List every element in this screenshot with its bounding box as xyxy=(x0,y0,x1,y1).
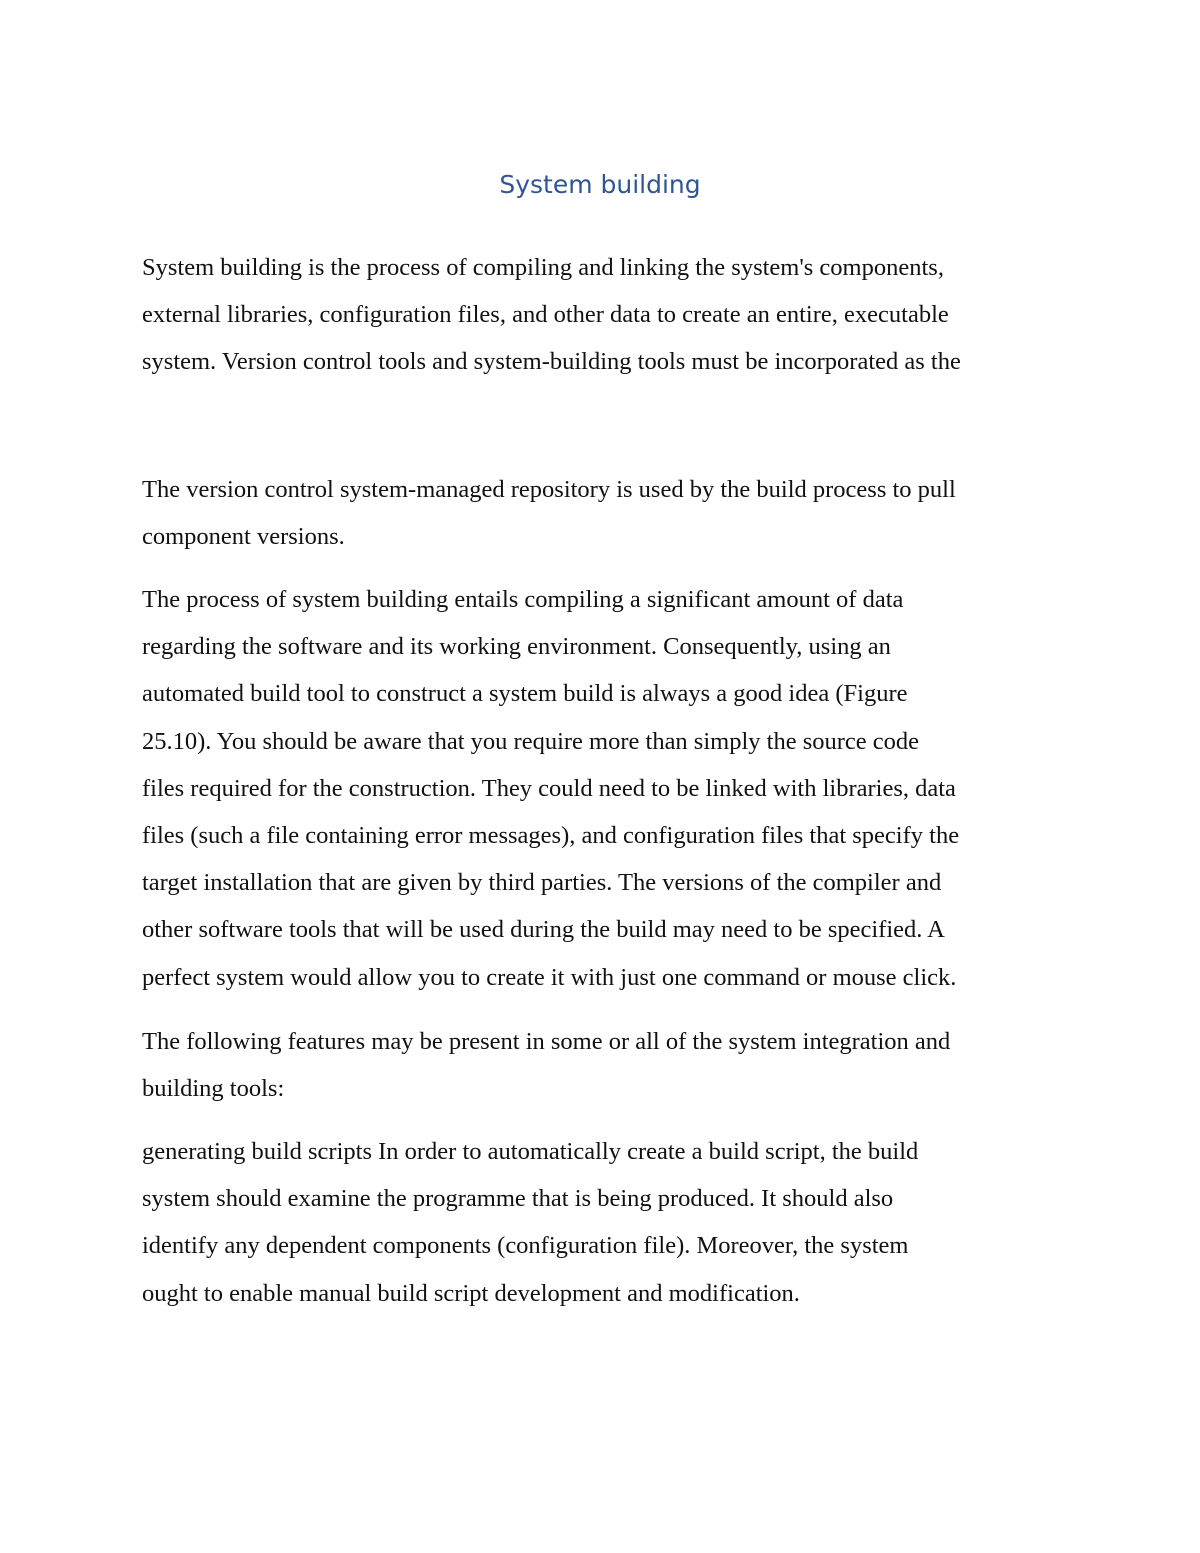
paragraph-build-process xyxy=(142,576,1072,1001)
text-line: automated build tool to construct a system build is always a good idea (Figure xyxy=(142,680,908,708)
text-line: system. Version control tools and system-building tools must be incorporated as the xyxy=(142,348,961,376)
text-line: generating build scripts In order to automatically create a build script, the build xyxy=(142,1138,919,1165)
page-title: System building xyxy=(499,170,701,199)
text-line: The process of system building entails compiling a significant amount of data xyxy=(142,586,904,613)
text-line: regarding the software and its working environment. Consequently, using an xyxy=(142,633,891,661)
text-line: identify any dependent components (configuration file). Moreover, the system xyxy=(142,1232,909,1260)
text-line: The version control system-managed repository is used by the build process to pull xyxy=(142,476,956,503)
text-line: external libraries, configuration files, and other data to create an entire, executable xyxy=(142,301,949,329)
text-line: System building is the process of compiling and linking the system's components, xyxy=(142,254,944,281)
paragraph-repository xyxy=(142,466,1072,560)
text-line: ought to enable manual build script development and modification. xyxy=(142,1279,800,1307)
text-line: files (such a file containing error messages), and configuration files that specify the xyxy=(142,822,960,850)
paragraph-intro xyxy=(142,244,1072,386)
text-line: The following features may be present in some or all of the system integration and xyxy=(142,1028,951,1055)
text-line: 25.10). You should be aware that you require more than simply the source code xyxy=(142,727,920,755)
text-line: other software tools that will be used during the build may need to be specified. A xyxy=(142,916,945,944)
text-line: perfect system would allow you to create it with just one command or mouse click. xyxy=(142,963,957,991)
text-line: component versions. xyxy=(142,523,345,551)
paragraph-build-scripts xyxy=(142,1128,1072,1317)
text-line: building tools: xyxy=(142,1075,285,1103)
text-line: files required for the construction. They could need to be linked with libraries, data xyxy=(142,774,956,802)
text-line: system should examine the programme that is being produced. It should also xyxy=(142,1185,894,1213)
paragraph-features xyxy=(142,1018,1072,1112)
text-line: target installation that are given by third parties. The versions of the compiler and xyxy=(142,869,942,897)
